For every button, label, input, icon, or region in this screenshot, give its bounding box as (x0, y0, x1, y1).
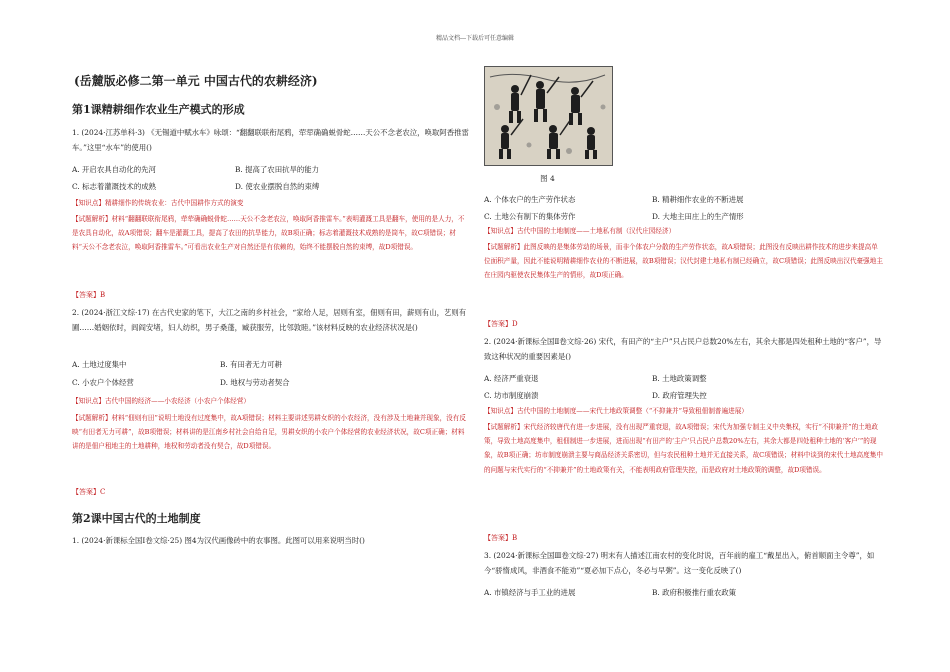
option-a: A. 土地过度集中 (72, 360, 127, 369)
answer-label: 【答案】B (484, 534, 518, 542)
farming-scene-drawing (485, 67, 612, 165)
option-a: A. 个体农户的生产劳作状态 (484, 195, 576, 204)
answer-label: 【答案】B (72, 291, 106, 299)
figure-caption: 图 4 (540, 174, 555, 183)
question-stem: 2. (2024·新课标全国Ⅱ卷文综·26) 宋代，有田产的“主户”只占民户总数20%左右，其余大都是四处租种土地的“客户”，导致这种状况的重要因素是() (484, 337, 882, 361)
page-header: 精品文档---下载后可任意编辑 (435, 35, 515, 42)
option-c: C. 标志着灌溉技术的成熟 (72, 182, 156, 191)
option-d: D. 使农业摆脱自然的束缚 (235, 182, 320, 191)
question-stem: 1. (2024·江苏单科·3) 《无锡道中赋水车》咏颂：“翻翻联联衔尾鸦，荦荦确确蜕骨蛇……天公不念老农泣，唤取阿香推雷车。”这里“水车”的使用() (72, 128, 469, 152)
option-c: C. 土地公有制下的集体劳作 (484, 212, 576, 221)
knowledge-point: 【知识点】古代中国的土地制度——土地私有制（汉代庄园经济） (484, 227, 676, 235)
document-title: (岳麓版必修二第一单元 中国古代的农耕经济) (74, 74, 318, 88)
option-a: A. 市镇经济与手工业的进展 (484, 588, 576, 597)
option-d: D. 地权与劳动者契合 (220, 378, 290, 387)
option-b: B. 有田者无力可耕 (220, 360, 282, 369)
option-a: A. 开启农具自动化的先河 (72, 165, 156, 174)
option-d: D. 政府管理失控 (652, 391, 707, 400)
knowledge-point: 【知识点】古代中国的经济——小农经济（小农户个体经营） (72, 397, 251, 405)
option-b: B. 政府积极推行重农政策 (652, 588, 737, 597)
option-b: B. 精耕细作农业的不断进展 (652, 195, 744, 204)
option-a: A. 经济严重衰退 (484, 374, 539, 383)
question-stem: 3. (2024·新课标全国Ⅲ卷文综·27) 明末有人描述江南农村的变化时说，百年前的雇工“戴星出入，俯首顺面主令尊”，如今“骄惰成风，非酒食不能劝”“夏必加下点心，冬必与早粥”。这一变化反映了() (484, 551, 875, 575)
knowledge-point: 【知识点】精耕细作的传统农业：古代中国耕作方式的演变 (72, 199, 244, 207)
question-stem: 2. (2024·浙江文综·17) 在古代史家的笔下，大江之南的乡村社会，“家给人足，居则有室，佃则有田，薪则有山，艺则有圃……婚姻依时，闾阎安堵，妇人纺织，男子桑蓬，臧获服劳，比邻敦睦。”该材料反映的农业经济状况是() (72, 308, 467, 332)
answer-label: 【答案】D (484, 320, 518, 328)
answer-analysis: 【试题解析】此图反映的是集体劳动的场景，而非个体农户分散的生产劳作状态，故A项错误；此图没有反映出耕作技术的进步来提高单位面积产量，因此不能说明精耕细作农业的不断进展，故B项错误；汉代封建土地私有制已经确立，故C项错误；此图反映出汉代豪强地主在庄园内驱使农民集体生产的情形，故D项正确。 (484, 243, 883, 280)
option-c: C. 小农户个体经营 (72, 378, 134, 387)
farming-scene-image (484, 66, 613, 166)
question-stem: 1. (2024·新课标全国Ⅰ卷文综·25) 图4为汉代画像砖中的农事图。此图可以用来说明当时() (72, 536, 365, 545)
answer-label: 【答案】C (72, 488, 106, 496)
lesson2-title: 第2课中国古代的土地制度 (72, 512, 201, 525)
lesson1-title: 第1课精耕细作农业生产模式的形成 (72, 103, 245, 116)
answer-analysis: 【试题解析】宋代经济较唐代有进一步进展，没有出现严重衰退，故A项错误；宋代为加强专制主义中央集权，实行“不抑兼并”的土地政策，导致土地高度集中，租佃制进一步进展，进而出现“有田产的‘主户’只占民户总数20%左右，其余大都是四处租种土地的‘客户’”的现象，故B项正确；坊市制度崩溃主要与商品经济关系密切，但与农民租种土地并无直接关系，故C项错误；材料中谈到的宋代土地高度集中的问题与宋代实行的“不抑兼并”的土地政策有关，不能表明政府管理失控，而是政府对土地政策的调整，故D项错误。 (484, 423, 883, 474)
option-b: B. 提高了农田抗旱的能力 (235, 165, 320, 174)
answer-analysis: 【试题解析】材料“翻翻联联衔尾鸦，荦荦确确蜕骨蛇……天公不念老农泣，唤取阿香推雷车。”表明灌溉工具是翻车，使用的是人力，不是农具自动化，故A项错误；翻车是灌溉工具，提高了农田的抗旱能力，故B项正确；标志着灌溉技术成熟的是筒车，故C项错误；材料“天公不念老农泣，唤取阿香推雷车。”可看出农业生产对自然还是有依赖的，始终不能摆脱自然的束缚，故D项错误。 (72, 215, 465, 252)
answer-analysis: 【试题解析】材料“佃则有田”说明土地没有过度集中，故A项错误；材料主要讲述男耕女织的小农经济，没有涉及土地兼并现象，没有反映“有田者无力可耕”，故B项错误；材料讲的是江南乡村社会自给自足，男耕女织的小农户个体经营的农业经济状况，故C项正确；材料讲的是佃户租地主的土地耕种，地权和劳动者没有契合，故D项错误。 (72, 414, 466, 451)
option-b: B. 土地政策调整 (652, 374, 707, 383)
knowledge-point: 【知识点】古代中国的土地制度——宋代土地政策调整（“不抑兼并”导致租佃制普遍进展） (484, 407, 748, 415)
option-c: C. 坊市制度崩溃 (484, 391, 539, 400)
option-d: D. 大地主田庄上的生产情形 (652, 212, 744, 221)
